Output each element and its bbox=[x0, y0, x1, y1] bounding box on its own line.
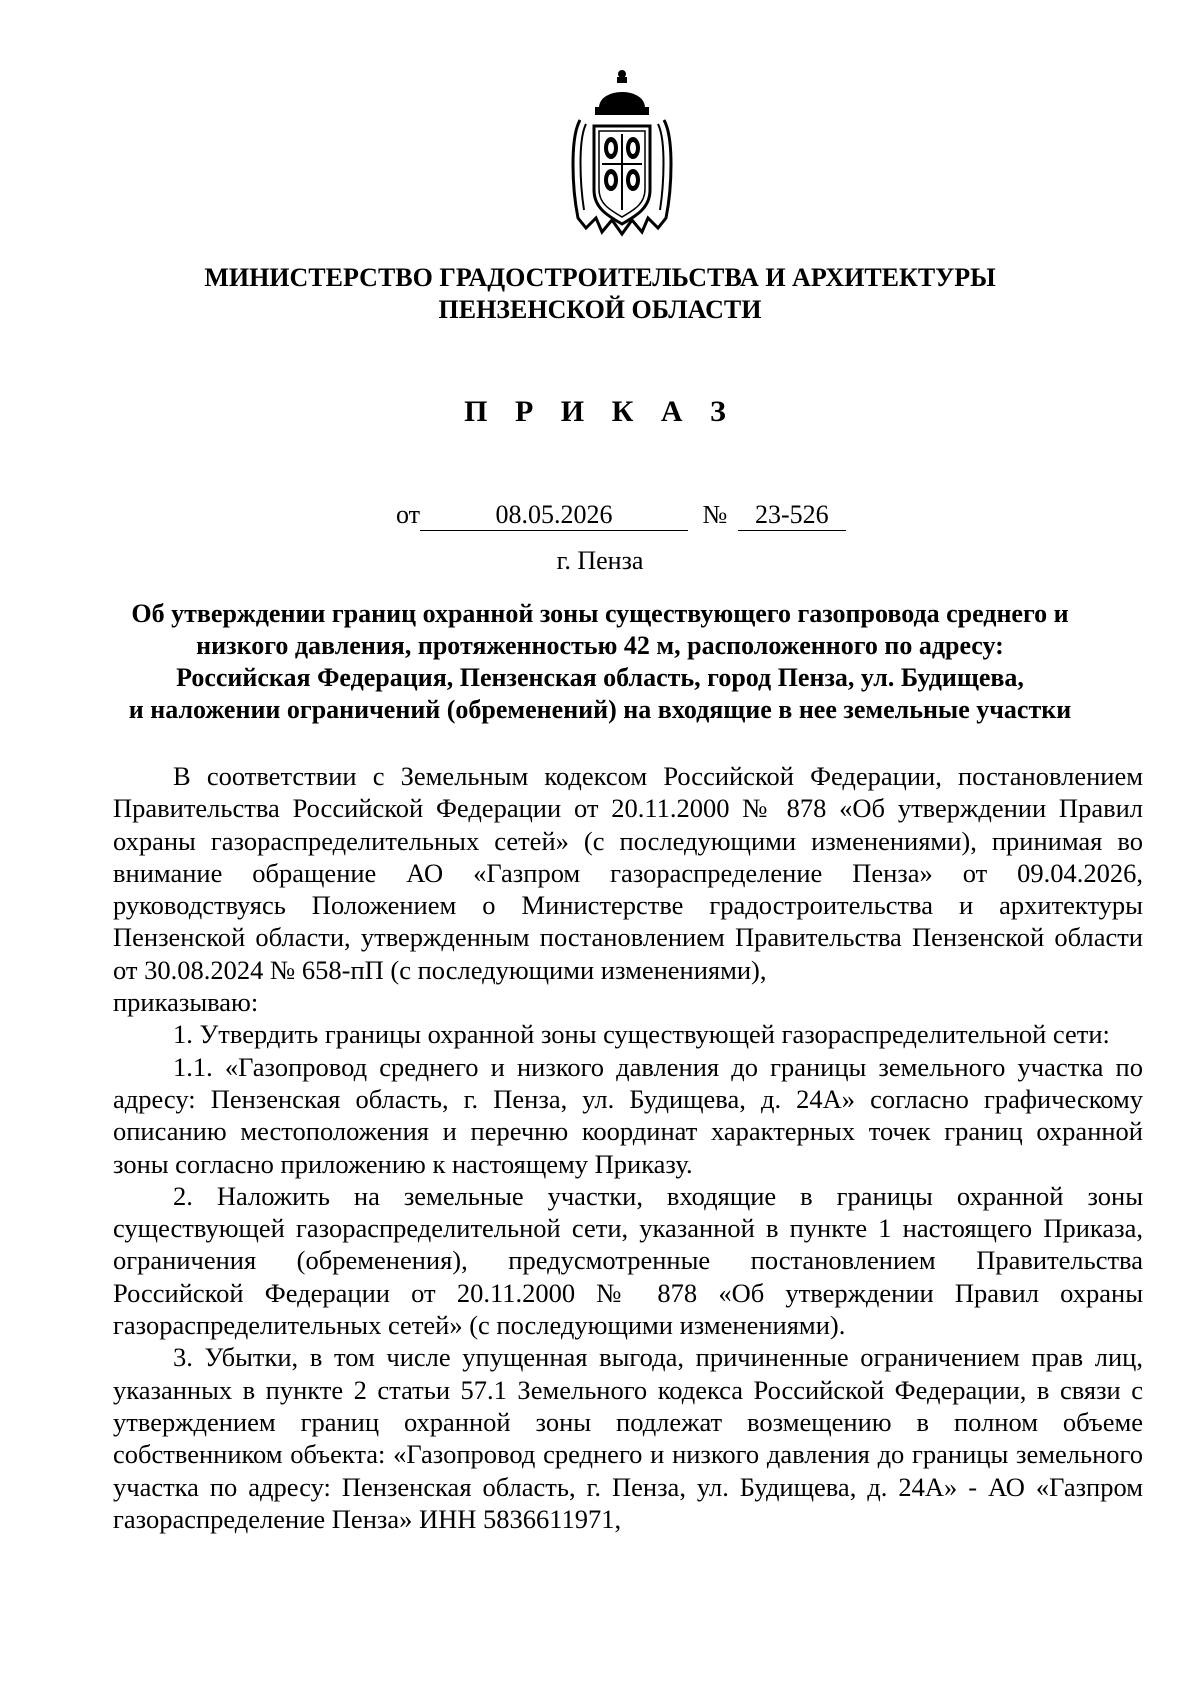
order-item-3: 3. Убытки, в том числе упущенная выгода, причиненные ограничением прав лиц, указанных в пункте 2 статьи 57.1 Земельного кодекса Российской Федерации, в связи с утверждением границ охранной зоны подлежат возмещению в полном объеме собственником объекта: «Газопровод среднего и низкого давления до границы земельного участка по адресу: Пензенская область, г. Пенза, ул. Будищева, д. 24А» - АО «Газпром газораспределение Пенза» ИНН 5836611971, bbox=[113, 1342, 1143, 1534]
document-body bbox=[113, 760, 1143, 1535]
ministry-name-line2: ПЕНЗЕНСКОЙ ОБЛАСТИ bbox=[438, 295, 762, 324]
document-date: 08.05.2026 bbox=[420, 500, 688, 531]
document-number: 23-526 bbox=[738, 500, 846, 531]
order-word: приказываю: bbox=[113, 987, 259, 1018]
date-prefix: от bbox=[396, 500, 421, 529]
document-type-title: П Р И К А З bbox=[464, 395, 736, 428]
subject-line3: Российская Федерация, Пензенская область, город Пенза, ул. Будищева, bbox=[176, 663, 1024, 692]
subject-line1: Об утверждении границ охранной зоны существующего газопровода среднего и bbox=[131, 599, 1069, 628]
ministry-name-line1: МИНИСТЕРСТВО ГРАДОСТРОИТЕЛЬСТВА И АРХИТЕКТУРЫ bbox=[204, 263, 996, 292]
preamble-paragraph: В соответствии с Земельным кодексом Российской Федерации, постановлением Правительства Российской Федерации от 20.11.2000 № 878 «Об утверждении Правил охраны газораспределительных сетей» (с последующими изменениями), принимая во внимание обращение АО «Газпром газораспределение Пенза» от 09.04.2026, руководствуясь Положением о Министерстве градостроительства и архитектуры Пензенской области, утвержденным постановлением Правительства Пензенской области от 30.08.2024 № 658-пП (с последующими изменениями), bbox=[113, 761, 1143, 985]
number-prefix: № bbox=[702, 500, 728, 529]
date-number-line bbox=[396, 500, 846, 531]
order-item-1: 1. Утвердить границы охранной зоны существующей газораспределительной сети: bbox=[173, 1019, 1110, 1050]
penza-coat-of-arms-icon bbox=[566, 68, 678, 240]
document-subject bbox=[110, 598, 1090, 726]
subject-line2: низкого давления, протяженностью 42 м, расположенного по адресу: bbox=[196, 631, 1004, 660]
ministry-name bbox=[0, 262, 1200, 326]
document-city: г. Пенза bbox=[556, 546, 644, 575]
order-item-2: 2. Наложить на земельные участки, входящие в границы охранной зоны существующей газораспределительной сети, указанной в пункте 1 настоящего Приказа, ограничения (обременения), предусмотренные постановлением Правительства Российской Федерации от 20.11.2000 № 878 «Об утверждении Правил охраны газораспределительных сетей» (с последующими изменениями). bbox=[113, 1180, 1143, 1341]
subject-line4: и наложении ограничений (обременений) на входящие в нее земельные участки bbox=[128, 695, 1072, 724]
order-item-1-1: 1.1. «Газопровод среднего и низкого давления до границы земельного участка по адресу: Пензенская область, г. Пенза, ул. Будищева, д. 24А» согласно графическому описанию местоположения и перечню координат характерных точек границ охранной зоны согласно приложению к настоящему Приказу. bbox=[113, 1051, 1143, 1179]
